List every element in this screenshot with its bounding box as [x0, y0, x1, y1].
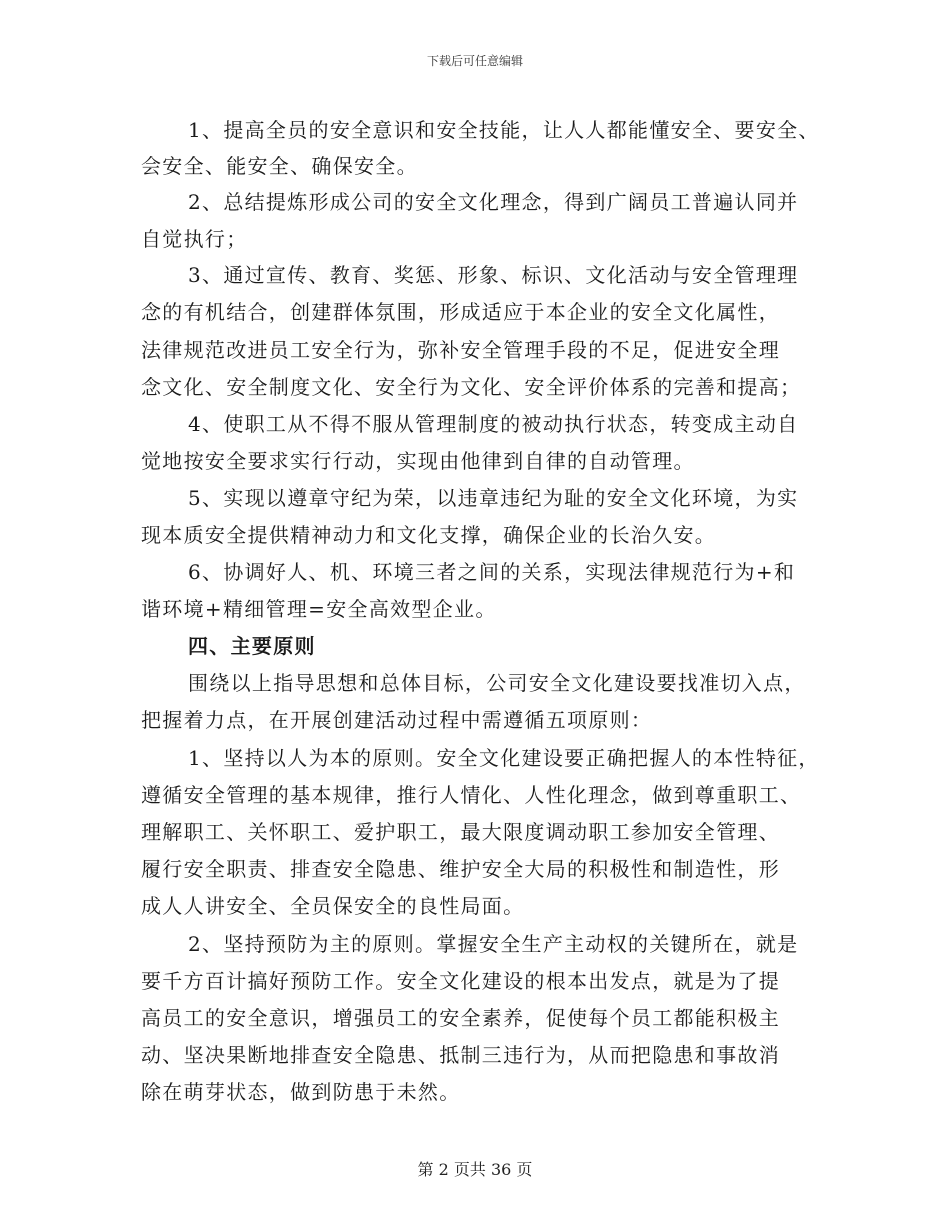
paragraph-line: 除在萌芽状态，做到防患于未然。	[141, 1080, 461, 1104]
paragraph-line: 念文化、安全制度文化、安全行为文化、安全评价体系的完善和提高；	[141, 375, 802, 399]
paragraph-line: 2、坚持预防为主的原则。掌握安全生产主动权的关键所在，就是	[188, 932, 799, 956]
paragraph-line: 围绕以上指导思想和总体目标，公司安全文化建设要找准切入点，	[188, 671, 806, 695]
paragraph-line: 5、实现以遵章守纪为荣，以违章违纪为耻的安全文化环境，为实	[188, 486, 799, 510]
page-header: 下载后可任意编辑	[426, 54, 523, 68]
paragraph-line: 自觉执行；	[141, 227, 248, 251]
paragraph-line: 遵循安全管理的基本规律，推行人情化、人性化理念，做到尊重职工、	[141, 783, 802, 807]
paragraph-line: 动、坚决果断地排查安全隐患、抵制三违行为，从而把隐患和事故消	[141, 1043, 780, 1067]
paragraph-line: 6、协调好人、机、环境三者之间的关系，实现法律规范行为+和	[188, 560, 796, 584]
paragraph-line: 履行安全职责、排查安全隐患、维护安全大局的积极性和制造性，形	[141, 857, 780, 881]
paragraph-line: 4、使职工从不得不服从管理制度的被动执行状态，转变成主动自	[188, 412, 799, 436]
paragraph-line: 成人人讲安全、全员保安全的良性局面。	[141, 894, 525, 918]
paragraph-line: 法律规范改进员工安全行为，弥补安全管理手段的不足，促进安全理	[141, 338, 780, 362]
paragraph-line: 1、提高全员的安全意识和安全技能，让人人都能懂安全、要安全、	[188, 118, 820, 142]
paragraph-line: 高员工的安全意识，增强员工的安全素养，促使每个员工都能积极主	[141, 1006, 780, 1030]
paragraph-line: 2、总结提炼形成公司的安全文化理念，得到广阔员工普遍认同并	[188, 190, 799, 214]
paragraph-line: 现本质安全提供精神动力和文化支撑，确保企业的长治久安。	[141, 523, 717, 547]
page-footer: 第 2 页共 36 页	[417, 1160, 533, 1179]
paragraph-line: 觉地按安全要求实行行动，实现由他律到自律的自动管理。	[141, 449, 695, 473]
paragraph-line: 把握着力点，在开展创建活动过程中需遵循五项原则：	[141, 708, 653, 732]
section-heading: 四、主要原则	[188, 634, 316, 658]
paragraph-line: 要千方百计搞好预防工作。安全文化建设的根本出发点，就是为了提	[141, 969, 780, 993]
paragraph-line: 3、通过宣传、教育、奖惩、形象、标识、文化活动与安全管理理	[188, 263, 799, 287]
paragraph-line: 谐环境+精细管理=安全高效型企业。	[141, 597, 497, 621]
paragraph-line: 1、坚持以人为本的原则。安全文化建设要正确把握人的本性特征，	[188, 746, 820, 770]
paragraph-line: 念的有机结合，创建群体氛围，形成适应于本企业的安全文化属性，	[141, 300, 780, 324]
paragraph-line: 理解职工、关怀职工、爱护职工，最大限度调动职工参加安全管理、	[141, 820, 780, 844]
paragraph-line: 会安全、能安全、确保安全。	[141, 154, 418, 178]
